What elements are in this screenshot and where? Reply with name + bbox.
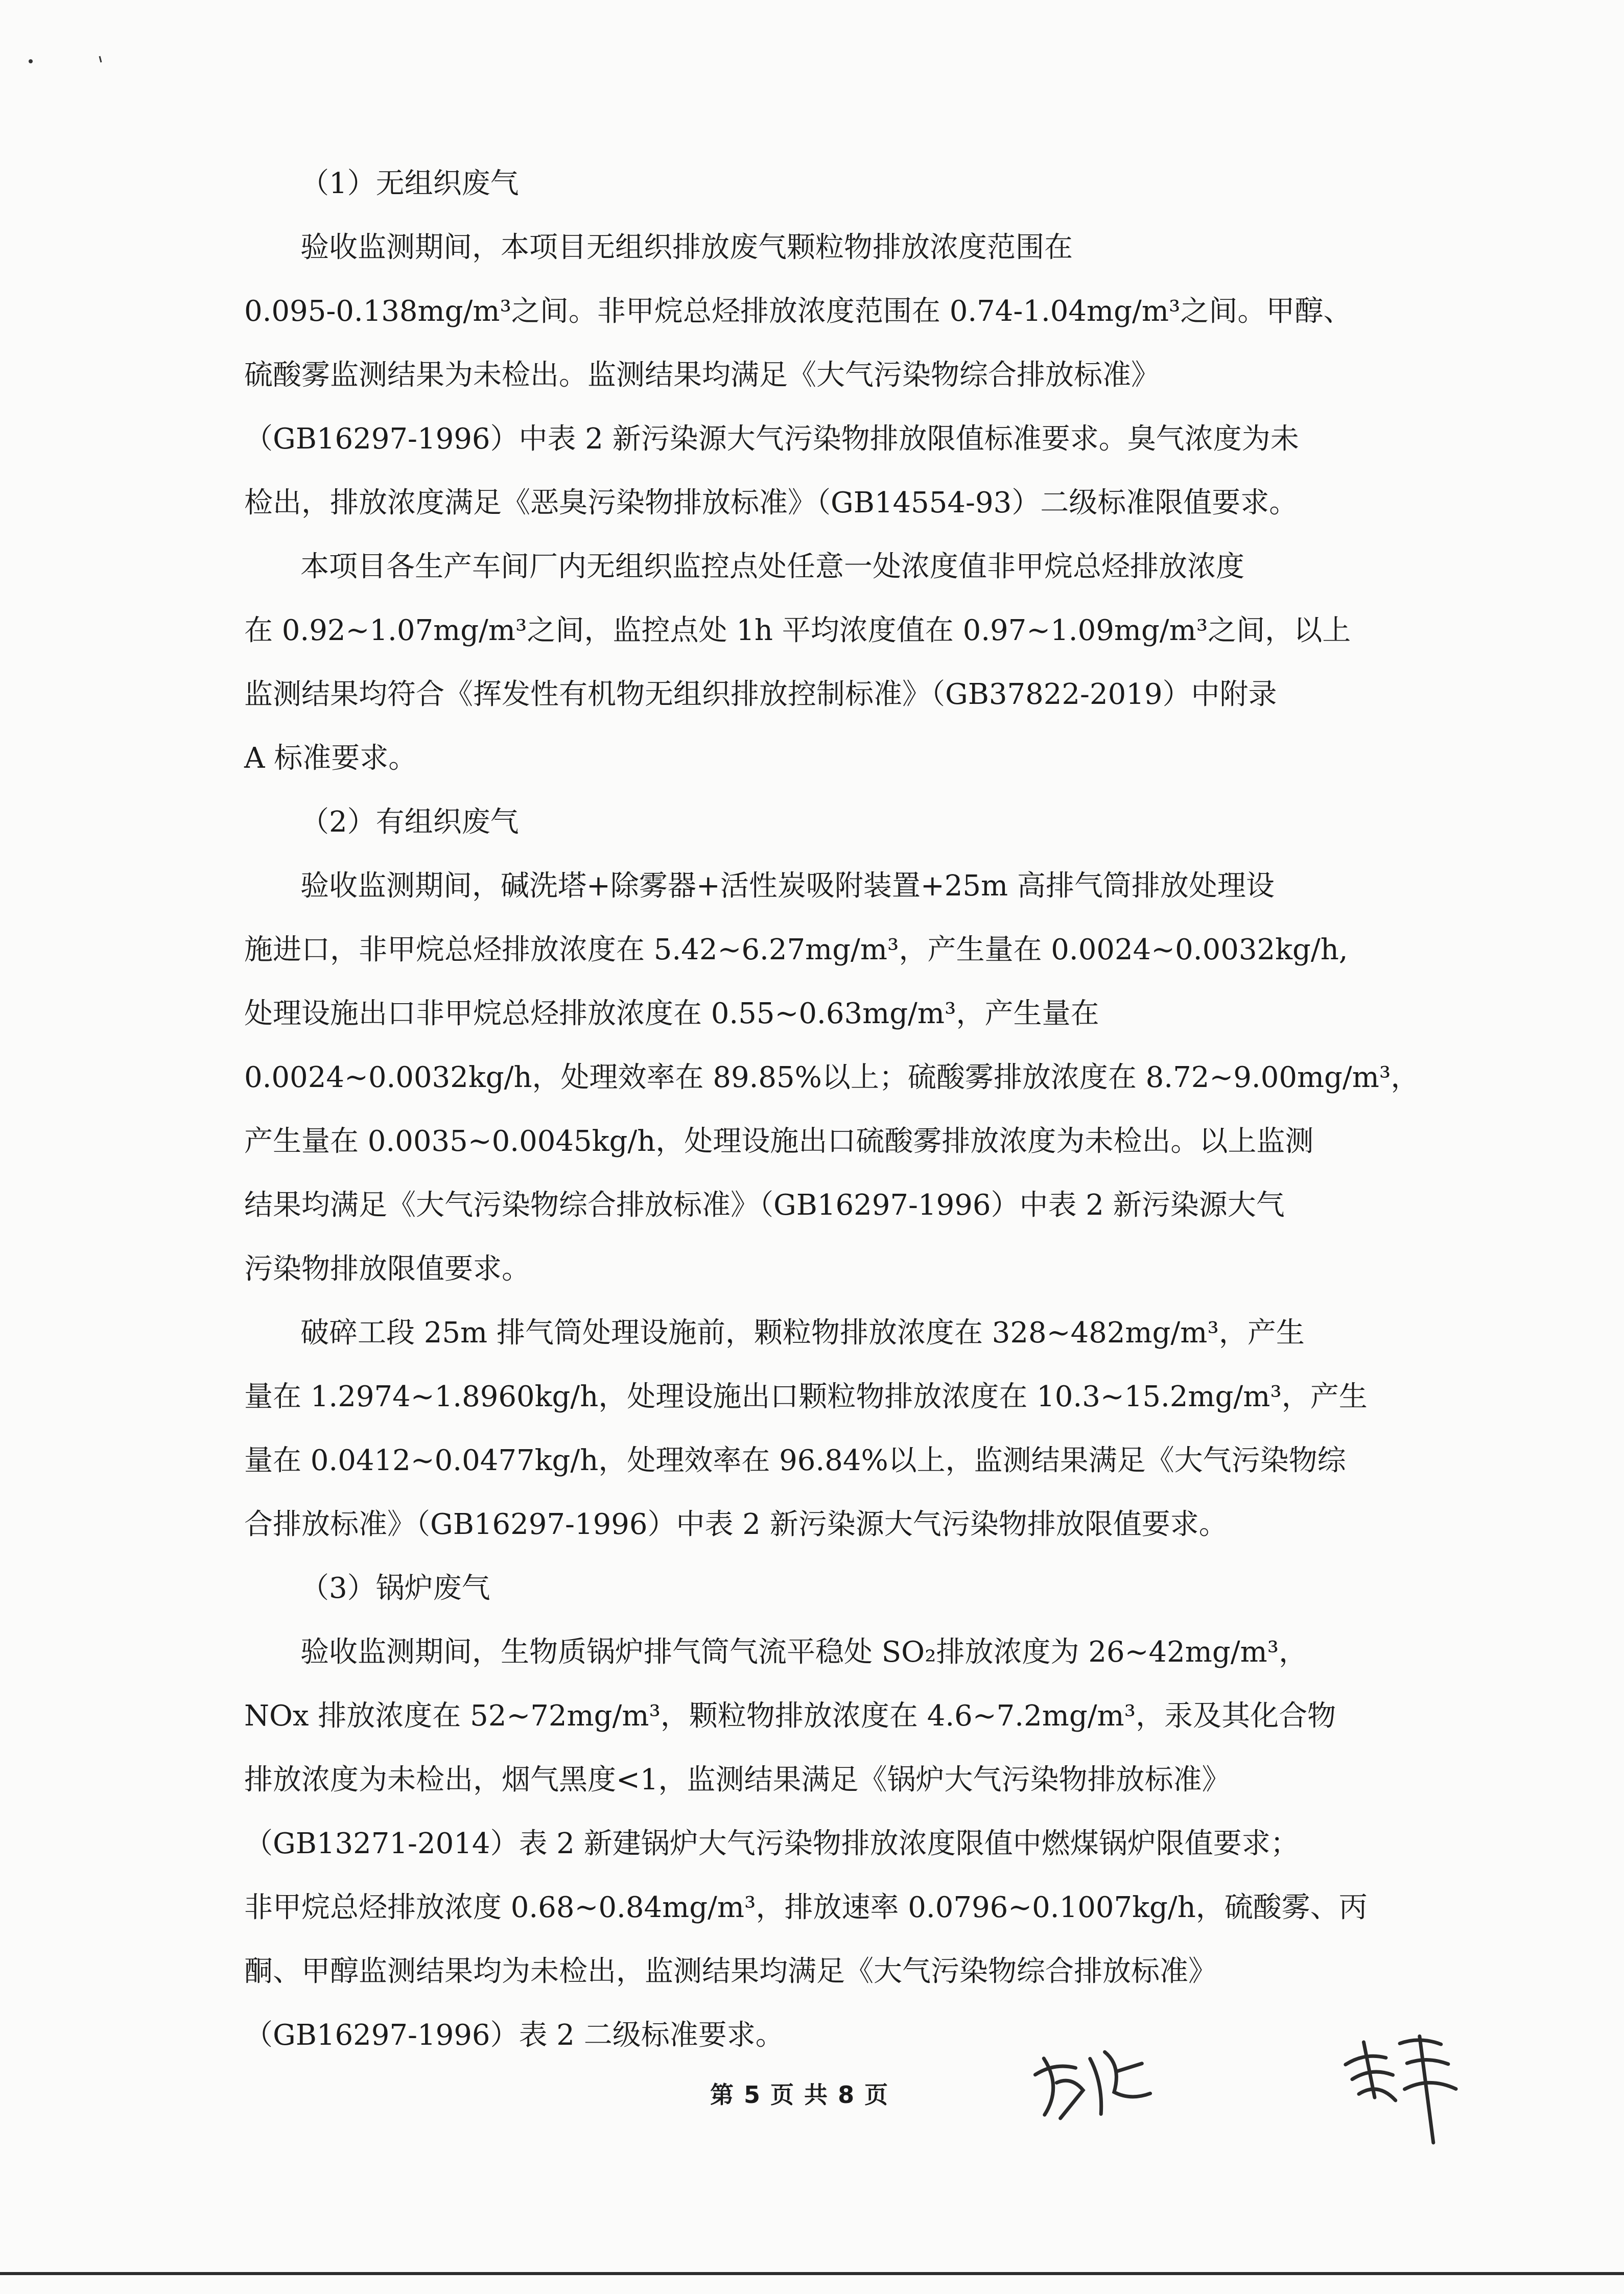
- paragraph-line: 酮、甲醇监测结果均为未检出，监测结果均满足《大气污染物综合排放标准》: [244, 1955, 1217, 1988]
- section-heading: （3）锅炉废气: [300, 1572, 490, 1605]
- paragraph-line: （GB16297-1996）表 2 二级标准要求。: [244, 2019, 784, 2052]
- section-heading: （1）无组织废气: [300, 167, 519, 200]
- paragraph-line: 施进口，非甲烷总烃排放浓度在 5.42~6.27mg/m³，产生量在 0.0024~0.0032kg/h,: [244, 933, 1348, 966]
- paragraph-line: 0.095-0.138mg/m³之间。非甲烷总烃排放浓度范围在 0.74-1.04mg/m³之间。甲醇、: [244, 295, 1352, 328]
- paragraph-line: （GB13271-2014）表 2 新建锅炉大气污染物排放浓度限值中燃煤锅炉限值要求；: [244, 1827, 1299, 1860]
- signature-2: [1331, 2011, 1479, 2172]
- paragraph-line: 结果均满足《大气污染物综合排放标准》（GB16297-1996）中表 2 新污染源大气: [244, 1189, 1285, 1222]
- paragraph-line: 处理设施出口非甲烷总烃排放浓度在 0.55~0.63mg/m³，产生量在: [244, 997, 1099, 1030]
- paragraph-line: 本项目各生产车间厂内无组织监控点处任意一处浓度值非甲烷总烃排放浓度: [300, 550, 1244, 583]
- paragraph-line: 0.0024~0.0032kg/h，处理效率在 89.85%以上；硫酸雾排放浓度在 8.72~9.00mg/m³，: [244, 1061, 1420, 1094]
- bottom-edge: [0, 2272, 1624, 2275]
- paragraph-line: 非甲烷总烃排放浓度 0.68~0.84mg/m³，排放速率 0.0796~0.1007kg/h，硫酸雾、丙: [244, 1891, 1368, 1924]
- paragraph-line: 验收监测期间，生物质锅炉排气筒气流平稳处 SO₂排放浓度为 26~42mg/m³，: [300, 1636, 1308, 1669]
- paragraph-line: （GB16297-1996）中表 2 新污染源大气污染物排放限值标准要求。臭气浓度为未: [244, 422, 1299, 456]
- paragraph-line: 验收监测期间，碱洗塔+除雾器+活性炭吸附装置+25m 高排气筒排放处理设: [300, 869, 1275, 903]
- paragraph-line: 硫酸雾监测结果为未检出。监测结果均满足《大气污染物综合排放标准》: [244, 359, 1160, 392]
- paragraph-line: 污染物排放限值要求。: [244, 1252, 530, 1286]
- paragraph-line: 破碎工段 25m 排气筒处理设施前，颗粒物排放浓度在 328~482mg/m³，产生: [300, 1316, 1305, 1350]
- paragraph-line: 监测结果均符合《挥发性有机物无组织排放控制标准》（GB37822-2019）中附录: [244, 678, 1277, 711]
- paragraph-line: 验收监测期间，本项目无组织排放废气颗粒物排放浓度范围在: [300, 231, 1073, 264]
- paragraph-line: 量在 0.0412~0.0477kg/h，处理效率在 96.84%以上，监测结果满足《大气污染物综: [244, 1444, 1346, 1477]
- signature-1: [1022, 2031, 1164, 2146]
- paragraph-line: 产生量在 0.0035~0.0045kg/h，处理设施出口硫酸雾排放浓度为未检出。以上监测: [244, 1125, 1314, 1158]
- page-number: 第 5 页 共 8 页: [710, 2081, 889, 2109]
- paragraph-line: 排放浓度为未检出，烟气黑度<1，监测结果满足《锅炉大气污染物排放标准》: [244, 1763, 1231, 1796]
- paragraph-line: 检出，排放浓度满足《恶臭污染物排放标准》（GB14554-93）二级标准限值要求。: [244, 486, 1298, 519]
- paragraph-line: 合排放标准》（GB16297-1996）中表 2 新污染源大气污染物排放限值要求。: [244, 1508, 1228, 1541]
- scan-marks: [20, 41, 123, 74]
- section-heading: （2）有组织废气: [300, 806, 519, 839]
- paragraph-line: A 标准要求。: [244, 742, 417, 775]
- paragraph-line: 在 0.92~1.07mg/m³之间，监控点处 1h 平均浓度值在 0.97~1.09mg/m³之间，以上: [244, 614, 1351, 647]
- paragraph-line: NOx 排放浓度在 52~72mg/m³，颗粒物排放浓度在 4.6~7.2mg/m³，汞及其化合物: [244, 1699, 1336, 1733]
- paragraph-line: 量在 1.2974~1.8960kg/h，处理设施出口颗粒物排放浓度在 10.3~15.2mg/m³，产生: [244, 1380, 1368, 1413]
